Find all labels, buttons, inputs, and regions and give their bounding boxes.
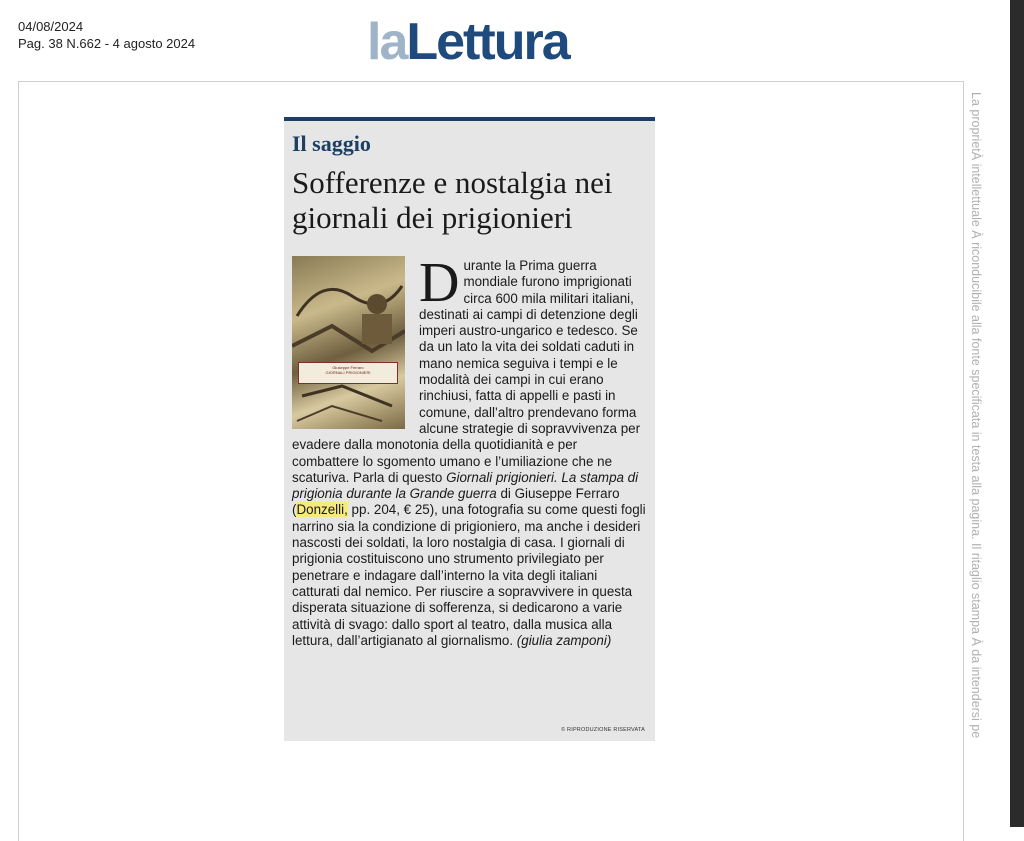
body-part-1: urante la Prima guerra mondiale furono imprigionati circa 600 mila militari italiani, destinati ai campi di detenzione degli imperi austro-ungarico e tedesco. Se da un lato la vita dei soldati caduti in mano nemica seguiva i tempi e le modalità dei campi in cui erano rinchiusi, fatta di appelli e pasti in comune, dall’altro prendevano forma alcune strategie di sopravvivenza per evadere dalla monotonia della quotidianità e per combattere lo sgomento umano e l’umiliazione che ne scaturiva. Parla di questo (292, 258, 641, 485)
cover-title: GIORNALI PRIGIONIERI (325, 370, 371, 375)
book-title: Giornali prigionieri. La stampa di prigionia durante la Grande guerra (292, 469, 639, 502)
newspaper-logo (367, 12, 569, 72)
publisher-highlight: Donzelli, (296, 502, 348, 518)
author-signature: (giulia zamponi) (516, 632, 612, 648)
article-headline: Sofferenze e nostalgia nei giornali dei prigionieri (292, 165, 613, 235)
page-meta (18, 18, 195, 52)
article-clipping (284, 117, 655, 741)
window-edge (1010, 0, 1024, 827)
cover-space (292, 258, 419, 431)
cover-author: Giuseppe Ferraro (332, 365, 364, 370)
copyright-side-note: La proprietÀ intellettuale À riconducibile alla fonte specificata in testa alla pagina. Il ritaglio stampa À da intendersi pe (969, 92, 983, 739)
drop-cap: D (419, 252, 460, 314)
page-info: Pag. 38 N.662 - 4 agosto 2024 (18, 36, 196, 51)
body-part-2: di Giuseppe Ferraro ( (292, 486, 620, 518)
article-kicker: Il saggio (292, 131, 371, 156)
copyright-notice: © RIPRODUZIONE RISERVATA (561, 727, 645, 733)
body-part-3: pp. 204, € 25), una fotografia su come questi fogli narrino sia la condizione di prigioniero, ma anche i desideri nascosti dei soldati, la loro nostalgia di casa. I giornali di prigionia costituiscono uno strumento privilegiato per penetrare e indagare dall’interno la vita degli italiani catturati dal nemico. Per riuscire a sopravvivere in questa disperata situazione di sofferenza, si dedicarono a varie attività di svago: dallo sport al teatro, dalla musica alla lettura, dall’artigianato al giornalismo. (292, 502, 646, 648)
logo-la: la (367, 13, 407, 71)
logo-lettura: Lettura (406, 13, 569, 71)
print-date: 04/08/2024 (18, 19, 84, 34)
article-body (292, 252, 647, 649)
